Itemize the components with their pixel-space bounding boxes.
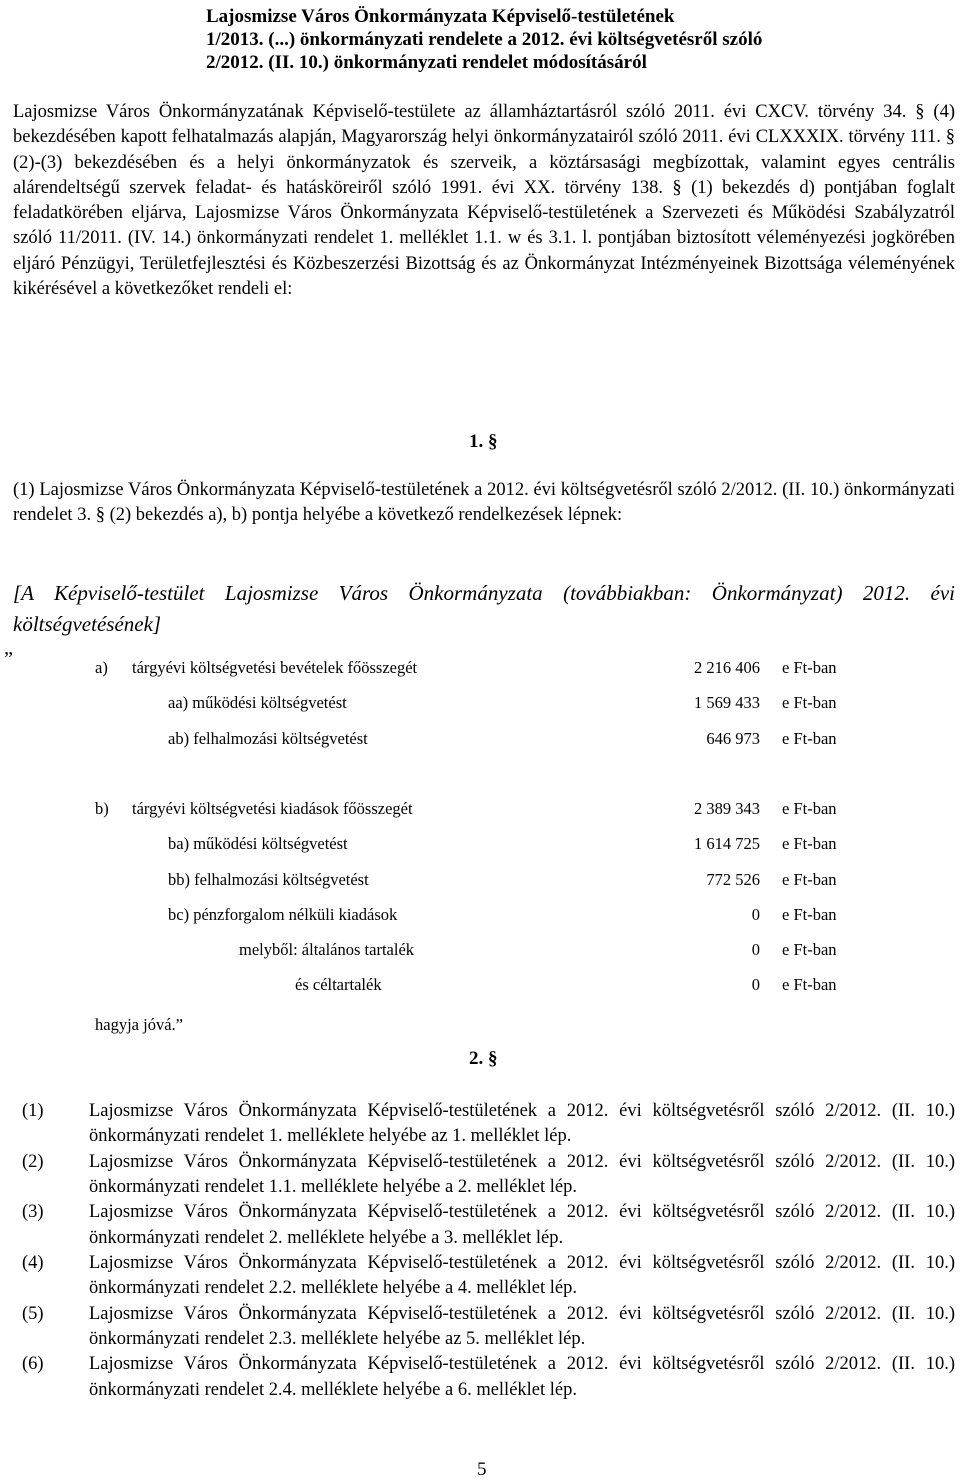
row-amount: 646 973 (706, 729, 760, 748)
list-item (13, 1352, 955, 1403)
item-number: (6) (22, 1354, 44, 1375)
section-2-items (13, 1099, 955, 1403)
row-unit: e Ft-ban (782, 905, 837, 924)
page-number: 5 (477, 1459, 487, 1480)
section-2-heading: 2. § (469, 1048, 498, 1069)
preamble-paragraph: Lajosmizse Város Önkormányzatának Képviselő-testülete az államháztartásról szóló 2011. évi CXCV. törvény 34. § (4) bekezdésében kapott felhatalmazás alapján, Magyarország helyi önkormányzatairól szóló 2011. évi CLXXXIX. törvény 111. § (2)-(3) bekezdésében és a helyi önkormányzatok és szerveik, a köztársasági megbízottak, valamint egyes centrális alárendeltségű szervek feladat- és hatásköreiről szóló 1991. évi XX. törvény 138. § (1) bekezdés d) pontjában foglalt feladatkörében eljárva, Lajosmizse Város Önkormányzata Képviselő-testületének a Szervezeti és Működési Szabályzatról szóló 11/2011. (IV. 14.) önkormányzati rendelet 1. melléklet 1.1. w és 3.1. l. pontjában biztosított véleményezési jogkörében eljáró Pénzügyi, Területfejlesztési és Közbeszerzési Bizottság és az Önkormányzat Intézményeinek Bizottsága véleményének kikérésével a következőket rendeli el: (13, 102, 955, 300)
amended-text-quote: [A Képviselő-testület Lajosmizse Város Önkormányzata (továbbiakban: Önkormányzat) 2012. évi költségvetésének] (13, 581, 955, 636)
row-unit: e Ft-ban (782, 975, 837, 994)
row-label: ab) felhalmozási költségvetést (168, 729, 368, 748)
row-amount: 1 614 725 (694, 834, 760, 853)
item-number: (5) (22, 1303, 44, 1324)
list-item (13, 1200, 955, 1251)
row-unit: e Ft-ban (782, 658, 837, 677)
item-text: Lajosmizse Város Önkormányzata Képviselő-testületének a 2012. évi költségvetésről szóló 2/2012. (II. 10.) önkormányzati rendelet 1. melléklete helyébe az 1. melléklet lép. (89, 1101, 955, 1147)
row-label: tárgyévi költségvetési bevételek főösszegét (132, 658, 418, 677)
row-amount: 772 526 (706, 870, 760, 889)
section-1-heading: 1. § (469, 431, 498, 452)
document-title (206, 5, 846, 74)
item-number: (4) (22, 1253, 44, 1274)
item-text: Lajosmizse Város Önkormányzata Képviselő-testületének a 2012. évi költségvetésről szóló 2/2012. (II. 10.) önkormányzati rendelet 2. melléklete helyébe a 3. melléklet lép. (89, 1202, 955, 1248)
opening-quote-mark: „ (4, 637, 13, 659)
section-1-paragraph: (1) Lajosmizse Város Önkormányzata Képviselő-testületének a 2012. évi költségvetésről szóló 2/2012. (II. 10.) önkormányzati rendelet 3. § (2) bekezdés a), b) pontja helyébe a következő rendelkezések lépnek: (13, 480, 955, 525)
row-unit: e Ft-ban (782, 729, 837, 748)
row-unit: e Ft-ban (782, 940, 837, 959)
row-label: tárgyévi költségvetési kiadások főösszegét (132, 799, 413, 818)
list-item (13, 1302, 955, 1353)
item-number: (1) (22, 1101, 44, 1121)
row-label: és céltartalék (295, 975, 382, 994)
row-unit: e Ft-ban (782, 870, 837, 889)
row-unit: e Ft-ban (782, 799, 837, 818)
list-item (13, 1251, 955, 1302)
list-item (13, 1150, 955, 1201)
item-text: Lajosmizse Város Önkormányzata Képviselő-testületének a 2012. évi költségvetésről szóló 2/2012. (II. 10.) önkormányzati rendelet 2.4. melléklete helyébe a 6. melléklet lép. (89, 1354, 955, 1400)
item-number: (3) (22, 1202, 44, 1223)
row-prefix: a) (95, 658, 108, 677)
row-label: ba) működési költségvetést (168, 834, 348, 853)
row-label: aa) működési költségvetést (168, 693, 347, 712)
row-prefix: b) (95, 799, 109, 818)
row-amount: 0 (751, 940, 760, 959)
approval-closing: hagyja jóvá.” (95, 1015, 183, 1034)
row-amount: 0 (751, 975, 760, 994)
row-label: bb) felhalmozási költségvetést (168, 870, 369, 889)
item-text: Lajosmizse Város Önkormányzata Képviselő-testületének a 2012. évi költségvetésről szóló 2/2012. (II. 10.) önkormányzati rendelet 2.3. melléklete helyébe az 5. melléklet lép. (89, 1303, 955, 1350)
row-amount: 0 (751, 905, 760, 924)
title-line: 2/2012. (II. 10.) önkormányzati rendelet módosításáról (206, 52, 647, 73)
title-line: 1/2013. (...) önkormányzati rendelete a 2012. évi költségvetésről szóló (206, 29, 763, 50)
item-text: Lajosmizse Város Önkormányzata Képviselő-testületének a 2012. évi költségvetésről szóló 2/2012. (II. 10.) önkormányzati rendelet 1.1. melléklete helyébe a 2. melléklet lép. (89, 1151, 955, 1197)
item-text: Lajosmizse Város Önkormányzata Képviselő-testületének a 2012. évi költségvetésről szóló 2/2012. (II. 10.) önkormányzati rendelet 2.2. melléklete helyébe a 4. melléklet lép. (89, 1253, 955, 1299)
row-amount: 1 569 433 (694, 693, 760, 712)
item-number: (2) (22, 1151, 44, 1172)
title-line: Lajosmizse Város Önkormányzata Képviselő-testületének (206, 6, 675, 27)
row-label: melyből: általános tartalék (239, 940, 415, 959)
row-unit: e Ft-ban (782, 693, 837, 712)
row-amount: 2 389 343 (694, 799, 760, 818)
row-unit: e Ft-ban (782, 834, 837, 853)
list-item (13, 1099, 955, 1150)
row-label: bc) pénzforgalom nélküli kiadások (168, 905, 398, 924)
row-amount: 2 216 406 (694, 658, 760, 677)
